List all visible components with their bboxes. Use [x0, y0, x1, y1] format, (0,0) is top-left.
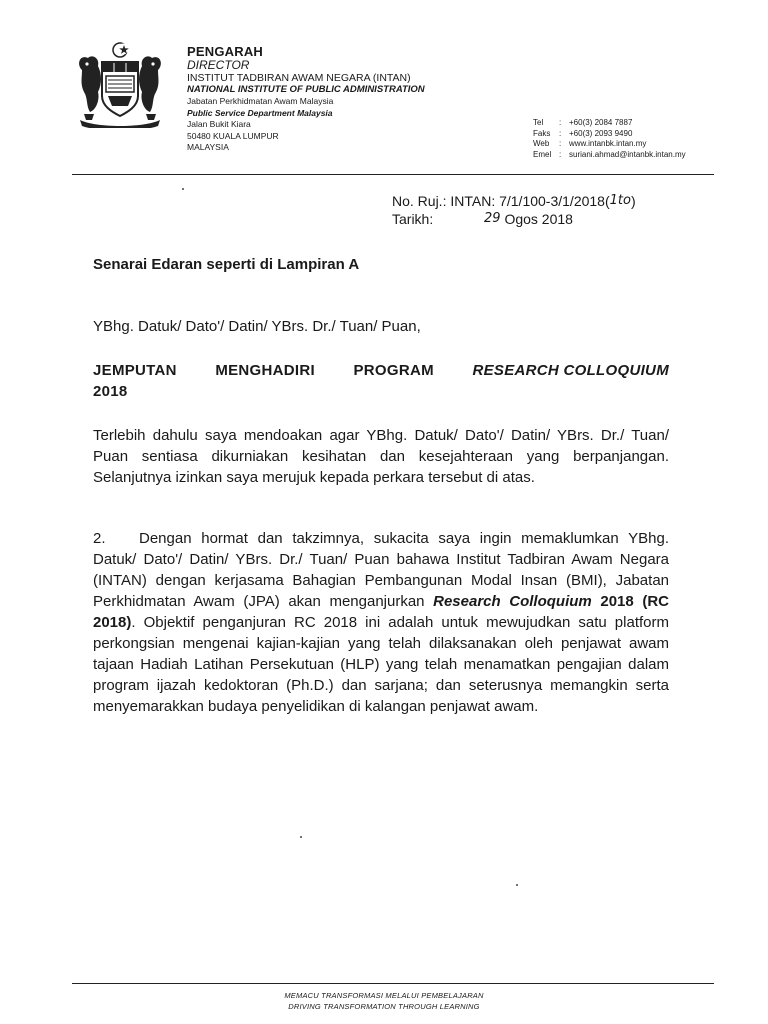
- date-row: [392, 210, 636, 228]
- contact-row-email: Emel : suriani.ahmad@intanbk.intan.my: [533, 149, 686, 159]
- department-name: Jabatan Perkhidmatan Awam Malaysia: [187, 96, 334, 106]
- address-line: 50480 KUALA LUMPUR: [187, 130, 279, 141]
- paragraph-number: 2.: [93, 530, 106, 547]
- contact-label: Emel: [533, 149, 552, 159]
- reference-number-row: [392, 192, 636, 210]
- subject-word: PROGRAM: [353, 362, 434, 379]
- letterhead-title-en: DIRECTOR: [187, 58, 250, 72]
- scan-speck: [516, 884, 518, 886]
- reference-block: [392, 192, 636, 228]
- reference-close: ): [630, 193, 636, 209]
- reference-label: No. Ruj.:: [392, 193, 447, 209]
- subject-italic: RESEARCH COLLOQUIUM: [472, 362, 669, 379]
- contact-label: Faks: [533, 128, 551, 138]
- contact-block: [533, 118, 686, 160]
- subject-line2: 2018: [93, 383, 128, 400]
- scan-speck: [182, 188, 184, 190]
- address-line: MALAYSIA: [187, 142, 229, 152]
- scan-speck: [300, 836, 302, 838]
- paragraph-2-text-before: Dengan hormat dan takzimnya, sukacita saya ingin memaklumkan YBhg. Datuk/ Dato'/ Datin/ YBrs. Dr./ Tuan/ Puan bahawa Institut Tadbiran Awam Negara (INTAN) dengan kerjasama Bahagian Pembangunan Modal Insan (BMI), Jabatan Perkhidmatan Awam (JPA) akan menganjurkan: [93, 530, 669, 610]
- distribution-list: Senarai Edaran seperti di Lampiran A: [93, 256, 360, 273]
- date-day-handwritten: 29: [484, 211, 501, 226]
- contact-value: www.intanbk.intan.my: [569, 139, 647, 148]
- letterhead: [187, 44, 487, 154]
- coat-of-arms-logo: [72, 40, 168, 128]
- reference-handwritten: 1to: [609, 193, 631, 208]
- footer-motto: [0, 990, 768, 1012]
- contact-value: +60(3) 2084 7887: [569, 118, 633, 127]
- paragraph-2-text-after: . Objektif penganjuran RC 2018 ini adalah untuk mewujudkan satu platform perkongsian mengenai kajian-kajian yang telah dilaksanakan oleh penjawat awam tajaan Hadiah Latihan Persekutuan (HLP) yang telah menamatkan pengajian dalam program ijazah kedoktoran (Ph.D.) dan sarjana; dan seterusnya memangkin serta menyemarakkan budaya penyelidikan di kalangan penjawat awam.: [93, 614, 669, 715]
- contact-row-fax: Faks : +60(3) 2093 9490: [533, 128, 633, 138]
- department-name-en: Public Service Department Malaysia: [187, 107, 333, 118]
- institute-name: INSTITUT TADBIRAN AWAM NEGARA (INTAN): [187, 72, 411, 84]
- contact-label: Web: [533, 139, 550, 148]
- reference-value: INTAN: 7/1/100-3/1/2018(: [450, 193, 610, 209]
- footer-motto-en: DRIVING TRANSFORMATION THROUGH LEARNING: [288, 1002, 480, 1011]
- paragraph-1: Terlebih dahulu saya mendoakan agar YBhg. Datuk/ Dato'/ Datin/ YBrs. Dr./ Tuan/ Puan sentiasa dikurniakan kesihatan dan kesejahteraan yang berpanjangan. Selanjutnya izinkan saya merujuk kepada perkara tersebut di atas.: [93, 427, 669, 486]
- footer-divider: [72, 983, 714, 984]
- contact-row-tel: Tel : +60(3) 2084 7887: [533, 118, 633, 127]
- date-value: Ogos 2018: [504, 211, 573, 227]
- paragraph-2: [93, 528, 669, 717]
- subject-word: MENGHADIRI: [215, 362, 315, 379]
- institute-name-en: NATIONAL INSTITUTE OF PUBLIC ADMINISTRATION: [187, 84, 425, 95]
- footer-motto-ms: MEMACU TRANSFORMASI MELALUI PEMBELAJARAN: [284, 991, 484, 1000]
- paragraph-2-bold: 2018 (RC 2018): [93, 593, 670, 631]
- paragraph-2-bold-italic: Research Colloquium: [433, 593, 592, 610]
- date-label: Tarikh:: [392, 211, 434, 227]
- address-line: Jalan Bukit Kiara: [187, 119, 251, 129]
- letterhead-title: PENGARAH: [187, 44, 263, 59]
- contact-value: suriani.ahmad@intanbk.intan.my: [569, 149, 686, 159]
- contact-value: +60(3) 2093 9490: [569, 128, 633, 138]
- letter-subject: [93, 360, 669, 402]
- contact-label: Tel: [533, 118, 544, 127]
- subject-word: JEMPUTAN: [93, 362, 177, 379]
- contact-row-web: Web : www.intanbk.intan.my: [533, 139, 647, 148]
- salutation: YBhg. Datuk/ Dato'/ Datin/ YBrs. Dr./ Tuan/ Puan,: [93, 318, 421, 335]
- header-divider: [72, 174, 714, 175]
